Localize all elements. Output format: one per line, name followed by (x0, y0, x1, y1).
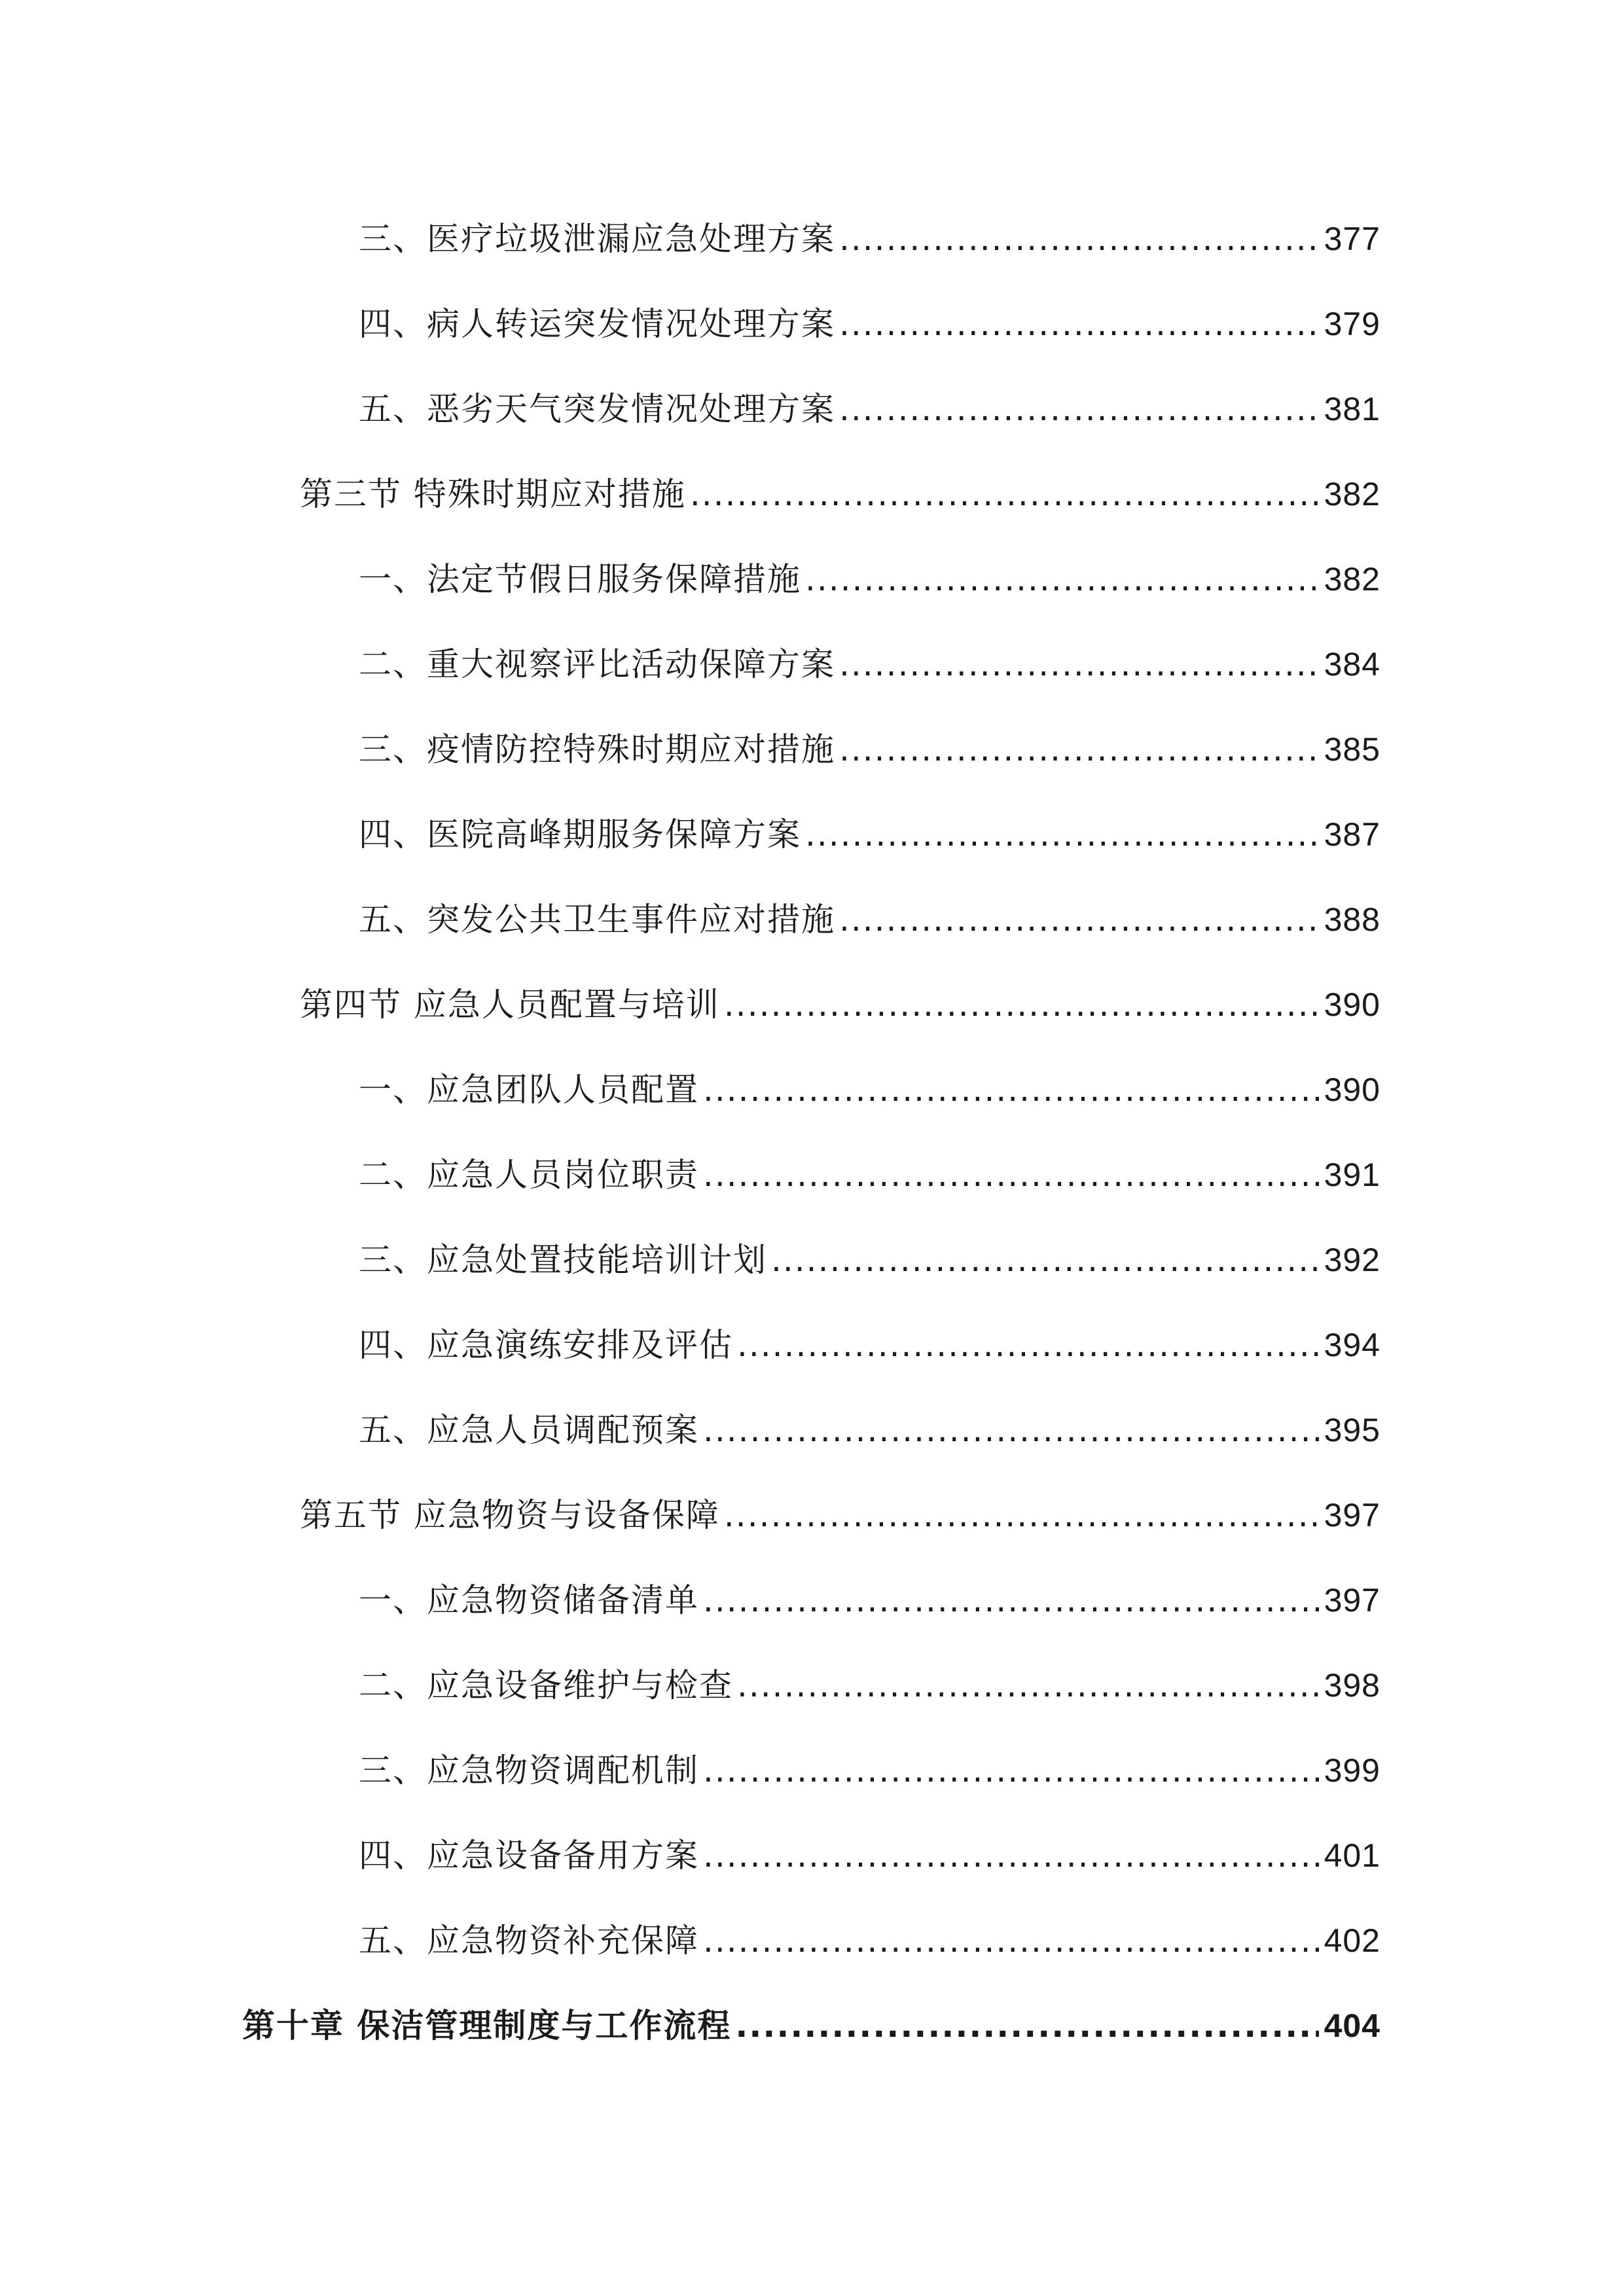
toc-entry[interactable] (359, 1829, 1380, 1882)
toc-entry-title: 五、应急人员调配预案 (359, 1411, 699, 1449)
toc-entry-title: 第三节 特殊时期应对措施 (300, 475, 686, 513)
toc-entry-title: 二、重大视察评比活动保障方案 (359, 645, 835, 683)
toc-dot-leader (839, 298, 1319, 350)
toc-entry[interactable] (359, 1404, 1380, 1456)
toc-dot-leader (724, 978, 1319, 1031)
toc-entry-page: 377 (1324, 221, 1380, 257)
toc-entry-title: 三、疫情防控特殊时期应对措施 (359, 730, 835, 768)
toc-entry-page: 397 (1324, 1582, 1380, 1619)
toc-section-entry[interactable] (300, 978, 1380, 1031)
toc-entry[interactable] (359, 808, 1380, 861)
toc-entry-page: 395 (1324, 1412, 1380, 1448)
toc-entry[interactable] (359, 638, 1380, 691)
toc-dot-leader (690, 468, 1319, 520)
toc-entry-title: 五、突发公共卫生事件应对措施 (359, 901, 835, 939)
toc-entry-title: 一、法定节假日服务保障措施 (359, 560, 801, 598)
toc-entry-title: 五、恶劣天气突发情况处理方案 (359, 390, 835, 428)
toc-entry[interactable] (359, 298, 1380, 350)
toc-entry-page: 392 (1324, 1242, 1380, 1278)
toc-entry-page: 398 (1324, 1667, 1380, 1704)
toc-entry[interactable] (359, 1744, 1380, 1797)
toc-entry[interactable] (359, 553, 1380, 605)
toc-dot-leader (839, 893, 1319, 946)
toc-chapter-entry[interactable] (242, 2000, 1380, 2052)
toc-entry-title: 二、应急人员岗位职责 (359, 1156, 699, 1194)
toc-entry-title: 第四节 应急人员配置与培训 (300, 986, 720, 1024)
toc-entry-title: 四、应急演练安排及评估 (359, 1326, 733, 1364)
toc-entry[interactable] (359, 1064, 1380, 1116)
toc-entry-page: 385 (1324, 731, 1380, 768)
toc-entry-page: 402 (1324, 1922, 1380, 1959)
toc-section-entry[interactable] (300, 1489, 1380, 1541)
toc-entry-title: 四、病人转运突发情况处理方案 (359, 305, 835, 343)
toc-dot-leader (771, 1234, 1319, 1286)
toc-entry-page: 387 (1324, 816, 1380, 853)
toc-entry[interactable] (359, 1234, 1380, 1286)
toc-entry-title: 四、应急设备备用方案 (359, 1837, 699, 1874)
toc-entry-title: 四、医院高峰期服务保障方案 (359, 816, 801, 853)
toc-entry-title: 三、应急物资调配机制 (359, 1751, 699, 1789)
toc-entry-page: 384 (1324, 646, 1380, 683)
toc-entry-page: 382 (1324, 476, 1380, 512)
toc-section-entry[interactable] (300, 468, 1380, 520)
toc-entry-page: 379 (1324, 306, 1380, 342)
toc-entry[interactable] (359, 1659, 1380, 1712)
toc-dot-leader (805, 553, 1319, 605)
toc-entry-page: 382 (1324, 561, 1380, 598)
toc-entry-title: 五、应急物资补充保障 (359, 1922, 699, 1960)
toc-dot-leader (703, 1064, 1319, 1116)
toc-dot-leader (737, 1319, 1319, 1371)
toc-dot-leader (839, 383, 1319, 435)
toc-entry-page: 390 (1324, 1071, 1380, 1108)
toc-entry[interactable] (359, 1574, 1380, 1626)
toc-entry[interactable] (359, 1149, 1380, 1201)
toc-dot-leader (703, 1829, 1319, 1882)
toc-entry-title: 三、医疗垃圾泄漏应急处理方案 (359, 220, 835, 258)
toc-entry-page: 388 (1324, 901, 1380, 938)
toc-entry-page: 391 (1324, 1157, 1380, 1193)
toc-entry-page: 397 (1324, 1497, 1380, 1534)
toc-entry-page: 390 (1324, 986, 1380, 1023)
toc-entry-page: 394 (1324, 1327, 1380, 1363)
toc-entry-page: 404 (1324, 2007, 1380, 2044)
toc-dot-leader (703, 1914, 1319, 1967)
toc-entry-title: 第五节 应急物资与设备保障 (300, 1496, 720, 1534)
toc-entry-page: 399 (1324, 1752, 1380, 1789)
toc-entry[interactable] (359, 383, 1380, 435)
toc-dot-leader (703, 1744, 1319, 1797)
toc-dot-leader (839, 638, 1319, 691)
toc-dot-leader (737, 1659, 1319, 1712)
toc-entry-title: 一、应急物资储备清单 (359, 1581, 699, 1619)
toc-entry[interactable] (359, 893, 1380, 946)
toc-dot-leader (805, 808, 1319, 861)
toc-entry-page: 401 (1324, 1837, 1380, 1874)
toc-dot-leader (839, 213, 1319, 265)
toc-entry[interactable] (359, 213, 1380, 265)
toc-dot-leader (703, 1149, 1319, 1201)
toc-dot-leader (724, 1489, 1319, 1541)
toc-entry-page: 381 (1324, 391, 1380, 427)
toc-entry[interactable] (359, 1914, 1380, 1967)
toc-entry-title: 第十章 保洁管理制度与工作流程 (242, 2007, 732, 2045)
toc-entry-title: 二、应急设备维护与检查 (359, 1666, 733, 1704)
toc-entry-title: 三、应急处置技能培训计划 (359, 1241, 767, 1279)
toc-entry-title: 一、应急团队人员配置 (359, 1071, 699, 1109)
toc-dot-leader (735, 2000, 1318, 2052)
toc-dot-leader (703, 1404, 1319, 1456)
toc-dot-leader (703, 1574, 1319, 1626)
toc-dot-leader (839, 723, 1319, 776)
toc-entry[interactable] (359, 723, 1380, 776)
toc-entry[interactable] (359, 1319, 1380, 1371)
